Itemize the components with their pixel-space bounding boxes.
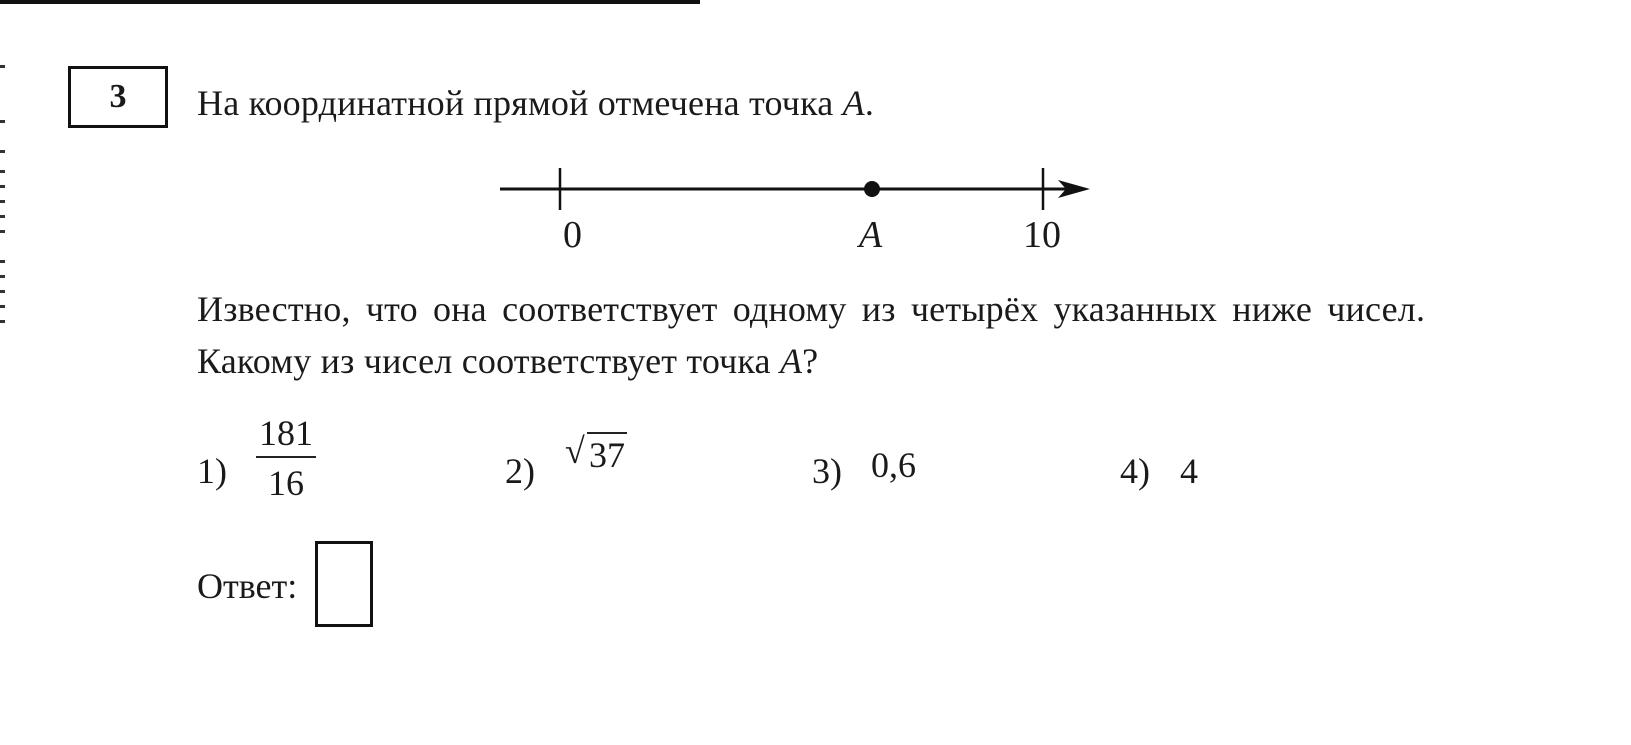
option-3-value: 0,6 [871, 445, 916, 485]
top-rule [0, 0, 700, 4]
intro-end: . [864, 83, 875, 123]
task-number: 3 [109, 78, 127, 115]
question-line-1: Известно, что она соответствует одному из четырёх указанных ниже чисел. [197, 289, 1426, 329]
label-zero: 0 [563, 214, 582, 256]
intro-point: A [842, 83, 865, 123]
intro-text: На координатной прямой отмечена точка [197, 83, 843, 123]
question-point: A [779, 341, 803, 381]
task-number-box [68, 66, 168, 128]
label-ten: 10 [1023, 214, 1061, 256]
option-4-value: 4 [1180, 451, 1198, 491]
fraction-denominator: 16 [268, 463, 304, 503]
question-text: Какому из чисел соответствует точка [197, 341, 780, 381]
margin-marks [0, 55, 8, 345]
option-1-fraction [256, 413, 316, 503]
number-line [500, 160, 1120, 210]
answer-label: Ответ: [197, 566, 298, 606]
radical-sign-icon: √ [565, 431, 585, 471]
question-line-2 [197, 340, 818, 382]
option-3-number: 3) [812, 451, 842, 491]
task-intro [197, 82, 874, 124]
point-a-marker [864, 181, 880, 197]
option-1-number: 1) [197, 451, 227, 491]
answer-box[interactable] [315, 541, 373, 627]
fraction-bar [256, 456, 316, 458]
fraction-numerator: 181 [259, 413, 313, 453]
option-2-number: 2) [505, 451, 535, 491]
question-end: ? [802, 341, 819, 381]
radicand: 37 [587, 432, 627, 476]
option-4-number: 4) [1120, 451, 1150, 491]
label-point-a: A [859, 214, 883, 256]
